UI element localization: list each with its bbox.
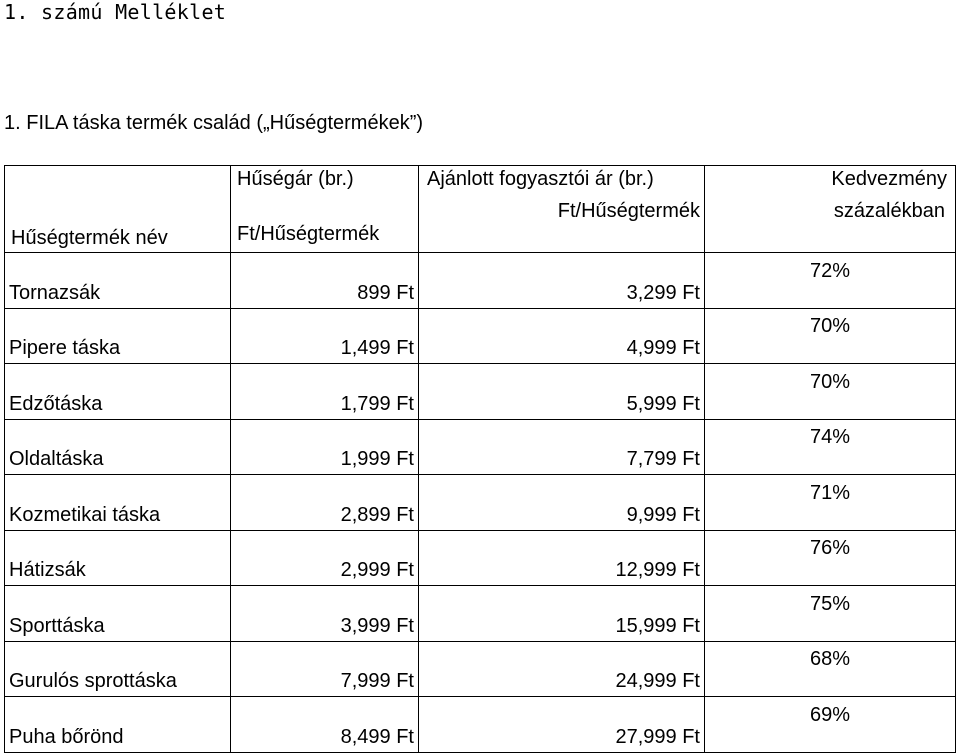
loyalty-price-cell: 1,499 Ft bbox=[231, 308, 419, 364]
header-product-name bbox=[5, 166, 231, 253]
discount-cell: 72% bbox=[705, 253, 956, 309]
loyalty-products-table bbox=[4, 165, 956, 753]
annex-title: 1. számú Melléklet bbox=[4, 0, 227, 24]
header-product-name-label: Hűségtermék név bbox=[11, 227, 168, 249]
product-name-cell: Kozmetikai táska bbox=[5, 475, 231, 531]
loyalty-price-cell: 8,499 Ft bbox=[231, 697, 419, 753]
table-row bbox=[5, 253, 956, 309]
loyalty-price-cell: 2,999 Ft bbox=[231, 530, 419, 586]
retail-price-cell: 3,299 Ft bbox=[419, 253, 705, 309]
table-row bbox=[5, 586, 956, 642]
product-name-cell: Oldaltáska bbox=[5, 419, 231, 475]
header-loyalty-price-label: Hűségár (br.) bbox=[237, 168, 354, 190]
discount-cell: 76% bbox=[705, 530, 956, 586]
table-row bbox=[5, 419, 956, 475]
discount-cell: 69% bbox=[705, 697, 956, 753]
table-row bbox=[5, 308, 956, 364]
loyalty-price-cell: 1,799 Ft bbox=[231, 364, 419, 420]
product-name-cell: Hátizsák bbox=[5, 530, 231, 586]
section-title: 1. FILA táska termék család („Hűségtermékek”) bbox=[4, 112, 424, 134]
header-retail-price-unit: Ft/Hűségtermék bbox=[557, 200, 700, 222]
product-name-cell: Tornazsák bbox=[5, 253, 231, 309]
table-row bbox=[5, 641, 956, 697]
retail-price-cell: 12,999 Ft bbox=[419, 530, 705, 586]
header-discount bbox=[705, 166, 956, 253]
retail-price-cell: 24,999 Ft bbox=[419, 641, 705, 697]
header-retail-price bbox=[419, 166, 705, 253]
discount-cell: 74% bbox=[705, 419, 956, 475]
discount-cell: 70% bbox=[705, 308, 956, 364]
loyalty-price-cell: 1,999 Ft bbox=[231, 419, 419, 475]
product-name-cell: Edzőtáska bbox=[5, 364, 231, 420]
retail-price-cell: 15,999 Ft bbox=[419, 586, 705, 642]
loyalty-price-cell: 2,899 Ft bbox=[231, 475, 419, 531]
header-discount-label: Kedvezmény bbox=[831, 168, 947, 190]
product-name-cell: Pipere táska bbox=[5, 308, 231, 364]
discount-cell: 70% bbox=[705, 364, 956, 420]
table-row bbox=[5, 530, 956, 586]
table-row bbox=[5, 475, 956, 531]
discount-cell: 71% bbox=[705, 475, 956, 531]
retail-price-cell: 4,999 Ft bbox=[419, 308, 705, 364]
retail-price-cell: 5,999 Ft bbox=[419, 364, 705, 420]
header-loyalty-price bbox=[231, 166, 419, 253]
product-name-cell: Puha bőrönd bbox=[5, 697, 231, 753]
discount-cell: 68% bbox=[705, 641, 956, 697]
product-name-cell: Sporttáska bbox=[5, 586, 231, 642]
header-discount-unit: százalékban bbox=[833, 200, 945, 222]
discount-cell: 75% bbox=[705, 586, 956, 642]
retail-price-cell: 7,799 Ft bbox=[419, 419, 705, 475]
loyalty-price-cell: 3,999 Ft bbox=[231, 586, 419, 642]
retail-price-cell: 9,999 Ft bbox=[419, 475, 705, 531]
header-loyalty-price-unit: Ft/Hűségtermék bbox=[237, 223, 380, 245]
table-row bbox=[5, 364, 956, 420]
table-header-row bbox=[5, 166, 956, 253]
loyalty-price-cell: 899 Ft bbox=[231, 253, 419, 309]
loyalty-price-cell: 7,999 Ft bbox=[231, 641, 419, 697]
product-name-cell: Gurulós sprottáska bbox=[5, 641, 231, 697]
table-body bbox=[5, 166, 956, 753]
header-retail-price-label: Ajánlott fogyasztói ár (br.) bbox=[427, 168, 654, 190]
table-row bbox=[5, 697, 956, 753]
retail-price-cell: 27,999 Ft bbox=[419, 697, 705, 753]
